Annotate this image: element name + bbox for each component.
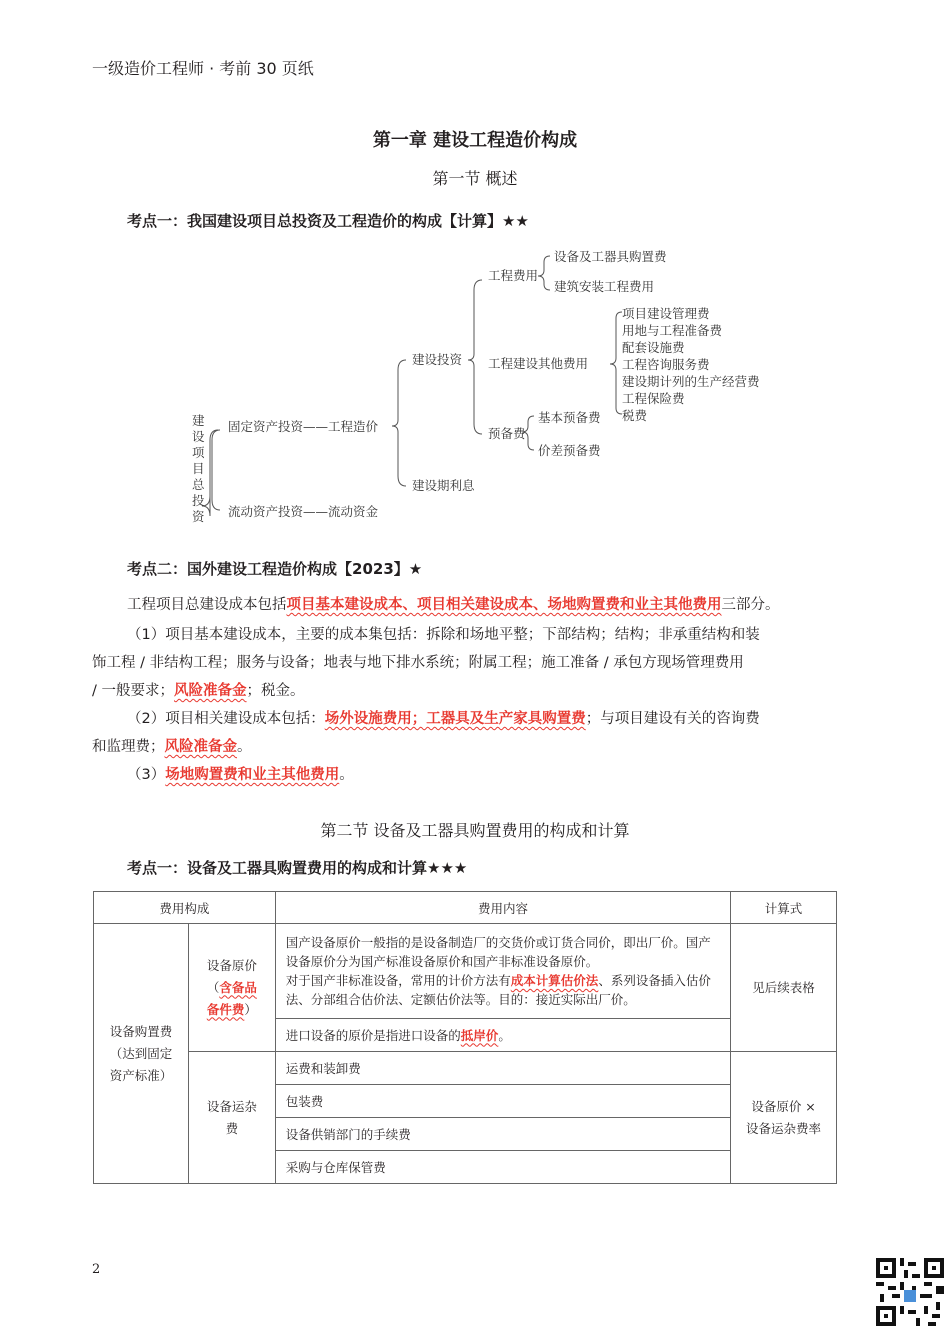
svg-text:目: 目 (192, 461, 205, 476)
import-price-cell: 进口设备的原价是指进口设备的抵岸价。 (275, 1019, 730, 1052)
table-header-row (94, 892, 837, 924)
svg-text:资: 资 (192, 509, 205, 524)
svg-text:配套设施费: 配套设施费 (622, 340, 685, 355)
paragraph-basic-cost-3: / 一般要求；风险准备金；税金。 (92, 683, 305, 699)
paragraph-related-cost-1: （2）项目相关建设成本包括：场外设施费用；工器具及生产家具购置费；与项目建设有关的咨询费 (127, 711, 760, 727)
equipment-original-price-cell: 设备原价 （含备品 备件费） (188, 924, 275, 1052)
transport-item: 运费和装卸费 (275, 1052, 730, 1085)
domestic-price-cell: 国产设备原价一般指的是设备制造厂的交货价或订货合同价，即出厂价。国产设备原价分为国产标准设备原价和国产非标准设备原价。 对于国产非标准设备，常用的计价方法有成本计算估价法、系列设备插入估价法、分部组合估价法、定额估价法等。目的：接近实际出厂价。 (275, 924, 730, 1019)
build-invest-brace (468, 280, 482, 434)
svg-text:投: 投 (192, 493, 205, 508)
fixed-asset-brace (392, 360, 406, 486)
header-fee-content: 费用内容 (275, 892, 730, 924)
svg-text:总: 总 (192, 477, 205, 492)
equip-fee-label: 设备及工器具购置费 (554, 249, 667, 264)
svg-text:项目建设管理费: 项目建设管理费 (622, 306, 710, 321)
header-formula: 计算式 (731, 892, 837, 924)
svg-text:建设期计列的生产经营费: 建设期计列的生产经营费 (622, 374, 760, 389)
svg-text:工程保险费: 工程保险费 (622, 391, 685, 406)
build-interest-label: 建设期利息 (412, 478, 475, 493)
fixed-asset-label: 固定资产投资——工程造价 (228, 419, 379, 434)
svg-text:项: 项 (192, 445, 205, 460)
liquid-asset-label: 流动资产投资——流动资金 (228, 504, 379, 519)
transport-fee-cell: 设备运杂 费 (188, 1052, 275, 1184)
page-number: 2 (92, 1262, 101, 1277)
svg-text:设: 设 (192, 429, 205, 444)
key-point-2-title: 考点二：国外建设工程造价构成【2023】★ (127, 560, 423, 578)
header-fee-structure: 费用构成 (94, 892, 276, 924)
eng-other-label: 工程建设其他费用 (488, 356, 589, 371)
investment-structure-diagram (170, 240, 790, 525)
chapter-title: 第一章 建设工程造价构成 (372, 130, 578, 151)
transport-item: 采购与仓库保管费 (275, 1151, 730, 1184)
qr-code-icon (876, 1258, 944, 1326)
svg-text:建: 建 (192, 413, 205, 428)
formula-cell-2: 设备原价 × 设备运杂费率 (731, 1052, 837, 1184)
section-2-title: 第二节 设备及工器具购置费用的构成和计算 (320, 821, 630, 840)
table-row (94, 1052, 837, 1085)
other-items-list (622, 306, 760, 423)
paragraph-total-cost: 工程项目总建设成本包括项目基本建设成本、项目相关建设成本、场地购置费和业主其他费用三部分。 (127, 597, 780, 613)
price-reserve-label: 价差预备费 (538, 443, 601, 458)
svg-text:用地与工程准备费: 用地与工程准备费 (622, 323, 723, 338)
build-invest-label: 建设投资 (412, 352, 463, 367)
formula-cell-1: 见后续表格 (731, 924, 837, 1052)
key-point-title: 考点一：我国建设项目总投资及工程造价的构成【计算】★★ (127, 212, 529, 230)
section-title: 第一节 概述 (432, 169, 518, 188)
equipment-purchase-fee-cell: 设备购置费 （达到固定 资产标准） (94, 924, 189, 1184)
root-label (192, 413, 205, 524)
transport-item: 包装费 (275, 1085, 730, 1118)
basic-reserve-label: 基本预备费 (538, 410, 601, 425)
paragraph-basic-cost-2: 饰工程 / 非结构工程；服务与设备；地表与地下排水系统；附属工程；施工准备 / 承包方现场管理费用 (92, 655, 744, 671)
other-fee-brace (610, 312, 622, 414)
transport-item: 设备供销部门的手续费 (275, 1118, 730, 1151)
install-fee-label: 建筑安装工程费用 (554, 279, 655, 294)
reserve-label: 预备费 (488, 426, 526, 441)
key-point-3-title: 考点一：设备及工器具购置费用的构成和计算★★★ (127, 859, 468, 877)
header-title: 一级造价工程师 · 考前 30 页纸 (92, 59, 314, 78)
svg-text:税费: 税费 (622, 408, 648, 423)
paragraph-site-cost: （3）场地购置费和业主其他费用。 (127, 767, 354, 783)
svg-text:工程咨询服务费: 工程咨询服务费 (622, 357, 710, 372)
paragraph-related-cost-2: 和监理费；风险准备金。 (92, 739, 252, 755)
eng-fee-brace (538, 256, 550, 290)
table-row (94, 924, 837, 1019)
equipment-fee-table (93, 891, 837, 1184)
paragraph-basic-cost-1: （1）项目基本建设成本，主要的成本集包括：拆除和场地平整；下部结构；结构；非承重结构和装 (127, 627, 760, 643)
eng-fee-label: 工程费用 (488, 268, 539, 283)
